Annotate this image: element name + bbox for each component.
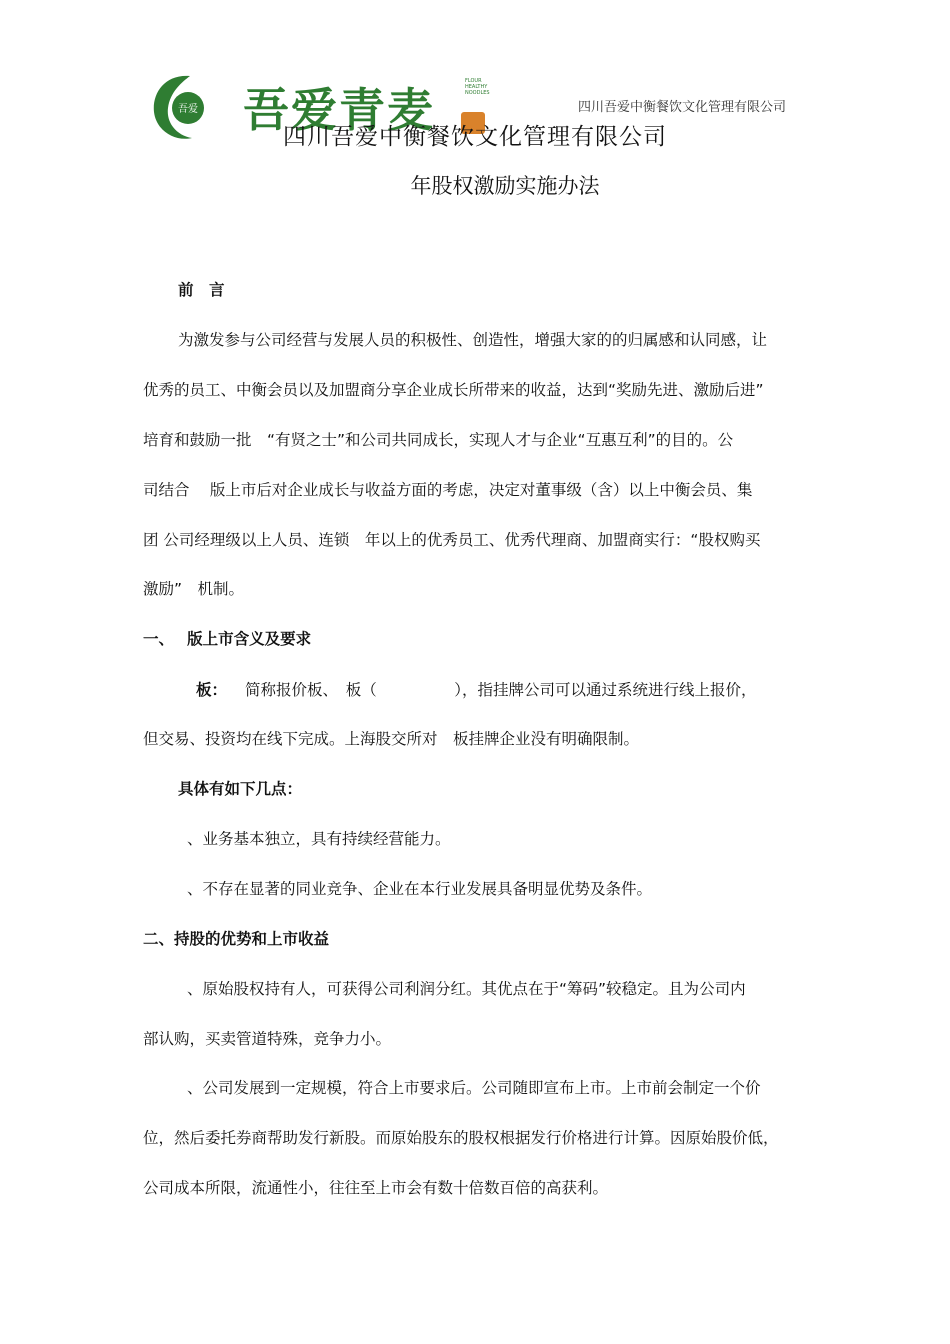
section2-line: 公司成本所限，流通性小，往往至上市会有数十倍数百倍的高获利。 — [143, 1179, 609, 1197]
logo-main-text: 吾爱青麦 — [243, 83, 435, 137]
preface-line: 团 公司经理级以上人员、连锁 年以上的优秀员工、优秀代理商、加盟商实行：“股权购买 — [143, 531, 761, 549]
board-definition-line: 但交易、投资均在线下完成。上海股交所对 板挂牌企业没有明确限制。 — [143, 730, 640, 748]
section2-line: 、原始股权持有人，可获得公司利润分红。其优点在于“筹码”较稳定。且为公司内 — [187, 980, 746, 998]
preface-line: 优秀的员工、中衡会员以及加盟商分享企业成长所带来的收益，达到“奖励先进、激励后进” — [143, 381, 764, 399]
points-heading: 具体有如下几点： — [178, 780, 303, 798]
section2-line: 位，然后委托券商帮助发行新股。而原始股东的股权根据发行价格进行计算。因原始股价低， — [143, 1129, 779, 1147]
document-subtitle: 年股权激励实施办法 — [410, 174, 600, 198]
preface-line: 司结合 版上市后对企业成长与收益方面的考虑，决定对董事级（含）以上中衡会员、集 — [143, 481, 753, 499]
document-title: 四川吾爱中衡餐饮文化管理有限公司 — [283, 124, 667, 150]
section1-heading: 一、 版上市含义及要求 — [143, 630, 312, 648]
point-item: 、业务基本独立，具有持续经营能力。 — [187, 830, 451, 848]
logo-small-text: FLOUR HEALTHY NOODLES — [465, 78, 490, 96]
preface-line: 激励” 机制。 — [143, 580, 245, 598]
point-item: 、不存在显著的同业竞争、企业在本行业发展具备明显优势及条件。 — [187, 880, 653, 898]
preface-line: 培育和鼓励一批 “有贤之士”和公司共同成长，实现人才与企业“互惠互利”的目的。公 — [143, 431, 734, 449]
section2-heading: 二、持股的优势和上市收益 — [143, 930, 330, 948]
header-company-name: 四川吾爱中衡餐饮文化管理有限公司 — [578, 100, 787, 115]
section2-line: 部认购，买卖管道特殊，竞争力小。 — [143, 1030, 392, 1048]
board-label: 板： — [196, 681, 228, 699]
board-definition-line: 简称报价板、 板（ ），指挂牌公司可以通过系统进行线上报价， — [245, 681, 757, 699]
preface-heading: 前 言 — [178, 281, 225, 299]
preface-line: 为激发参与公司经营与发展人员的积极性、创造性，增强大家的的归属感和认同感，让 — [178, 331, 768, 349]
section2-line: 、公司发展到一定规模，符合上市要求后。公司随即宣布上市。上市前会制定一个价 — [187, 1079, 761, 1097]
logo-circle-text: 吾爱 — [178, 104, 198, 115]
